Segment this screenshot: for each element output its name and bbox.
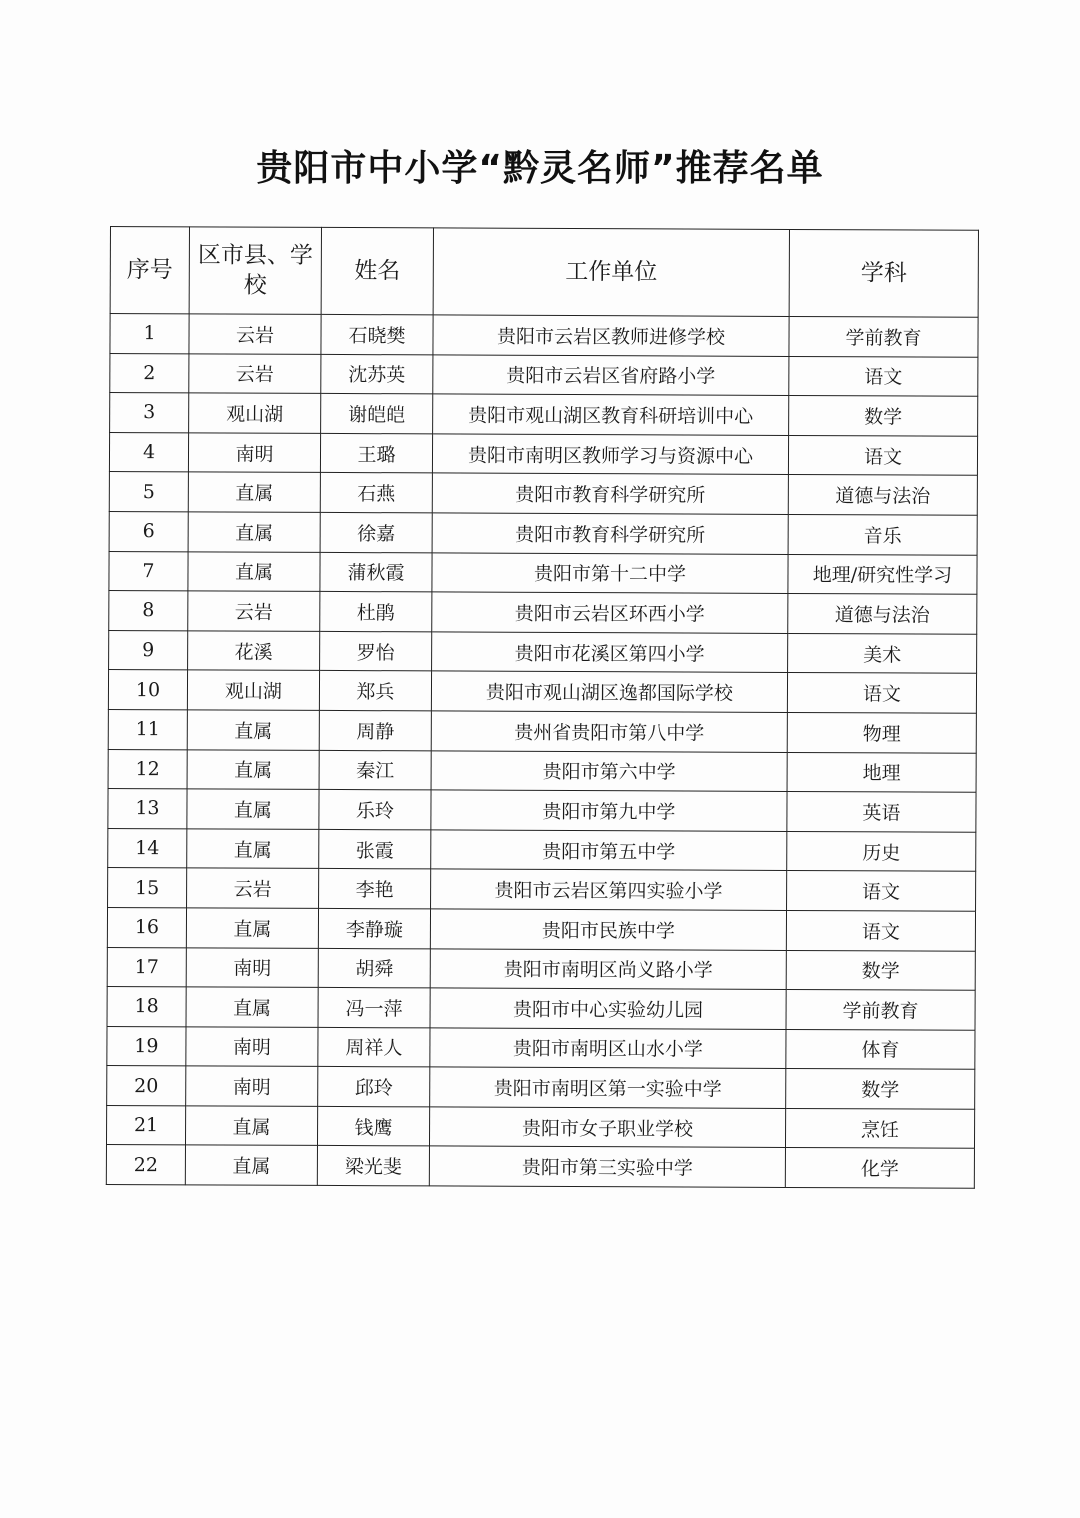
cell-name: 罗怡 [320, 631, 432, 671]
cell-name: 周祥人 [318, 1027, 430, 1067]
table-row [109, 432, 977, 475]
cell-subject: 烹饪 [785, 1108, 974, 1148]
table-row [108, 828, 976, 871]
table-header-row [110, 227, 978, 318]
cell-district: 直属 [188, 472, 320, 512]
cell-unit: 贵阳市第十二中学 [432, 552, 788, 593]
cell-name: 冯一萍 [318, 988, 430, 1028]
cell-unit: 贵阳市观山湖区逸都国际学校 [431, 671, 787, 712]
cell-subject: 语文 [786, 910, 975, 950]
table-row [107, 947, 975, 990]
table-row [107, 1026, 975, 1069]
cell-district: 直属 [187, 710, 319, 750]
teacher-roster-table [106, 226, 979, 1189]
cell-name: 周静 [319, 710, 431, 750]
table-row [109, 472, 977, 515]
table-row [108, 749, 976, 792]
cell-subject: 语文 [789, 356, 978, 396]
cell-name: 石晓樊 [321, 314, 433, 354]
cell-seq: 15 [108, 868, 187, 908]
cell-subject: 语文 [787, 673, 976, 713]
cell-subject: 地理 [787, 752, 976, 792]
table-row [109, 591, 977, 634]
cell-subject: 音乐 [788, 514, 977, 554]
cell-unit: 贵阳市第六中学 [431, 750, 787, 791]
table-row [109, 551, 977, 594]
cell-name: 杜鹃 [320, 592, 432, 632]
table-body [106, 314, 978, 1189]
cell-subject: 英语 [787, 792, 976, 832]
cell-district: 直属 [188, 551, 320, 591]
header-subject: 学科 [789, 229, 978, 317]
table-row [110, 353, 978, 396]
table-row [108, 709, 976, 752]
cell-seq: 9 [109, 630, 188, 670]
cell-subject: 体育 [786, 1029, 975, 1069]
cell-unit: 贵阳市南明区尚义路小学 [430, 948, 786, 989]
cell-name: 张霞 [319, 829, 431, 869]
cell-seq: 4 [109, 432, 188, 472]
cell-subject: 道德与法治 [788, 475, 977, 515]
cell-name: 石燕 [320, 473, 432, 513]
cell-district: 直属 [187, 789, 319, 829]
table-row [109, 511, 977, 554]
cell-name: 李静璇 [318, 908, 430, 948]
cell-seq: 7 [109, 551, 188, 591]
cell-subject: 学前教育 [789, 316, 978, 356]
table-row [106, 1145, 974, 1188]
table-row [108, 670, 976, 713]
cell-subject: 语文 [788, 435, 977, 475]
cell-district: 直属 [187, 829, 319, 869]
cell-unit: 贵阳市教育科学研究所 [432, 473, 788, 514]
cell-subject: 物理 [787, 712, 976, 752]
cell-subject: 数学 [786, 1069, 975, 1109]
cell-district: 观山湖 [187, 670, 319, 710]
cell-unit: 贵阳市第五中学 [431, 830, 787, 871]
cell-unit: 贵阳市民族中学 [430, 909, 786, 950]
cell-unit: 贵阳市中心实验幼儿园 [430, 988, 786, 1029]
table-row [108, 868, 976, 911]
cell-district: 直属 [188, 512, 320, 552]
cell-seq: 14 [108, 828, 187, 868]
cell-seq: 21 [106, 1105, 185, 1145]
cell-district: 直属 [185, 1145, 317, 1185]
table-row [110, 314, 978, 357]
cell-seq: 12 [108, 749, 187, 789]
cell-unit: 贵阳市云岩区环西小学 [432, 592, 788, 633]
cell-seq: 10 [108, 670, 187, 710]
table-row [107, 907, 975, 950]
cell-name: 蒲秋霞 [320, 552, 432, 592]
cell-district: 南明 [186, 947, 318, 987]
cell-unit: 贵阳市云岩区第四实验小学 [431, 869, 787, 910]
cell-district: 南明 [186, 1066, 318, 1106]
table-row [107, 1066, 975, 1109]
cell-unit: 贵州省贵阳市第八中学 [431, 711, 787, 752]
cell-name: 胡舜 [318, 948, 430, 988]
cell-district: 云岩 [189, 353, 321, 393]
cell-subject: 化学 [785, 1148, 974, 1188]
header-district: 区市县、学校 [189, 227, 321, 315]
header-unit: 工作单位 [433, 228, 789, 317]
header-name: 姓名 [321, 227, 433, 314]
header-seq: 序号 [110, 227, 189, 314]
cell-seq: 13 [108, 789, 187, 829]
table-row [107, 987, 975, 1030]
cell-district: 直属 [185, 1106, 317, 1146]
cell-district: 云岩 [187, 868, 319, 908]
cell-seq: 17 [107, 947, 186, 987]
cell-name: 秦江 [319, 750, 431, 790]
cell-seq: 6 [109, 511, 188, 551]
cell-district: 云岩 [189, 314, 321, 354]
cell-unit: 贵阳市云岩区教师进修学校 [433, 315, 789, 356]
cell-seq: 16 [107, 907, 186, 947]
table-row [110, 393, 978, 436]
cell-seq: 5 [109, 472, 188, 512]
cell-subject: 道德与法治 [788, 594, 977, 634]
cell-name: 王璐 [320, 433, 432, 473]
cell-name: 乐玲 [319, 790, 431, 830]
cell-district: 云岩 [188, 591, 320, 631]
cell-unit: 贵阳市女子职业学校 [429, 1107, 785, 1148]
cell-seq: 11 [108, 709, 187, 749]
cell-seq: 19 [107, 1026, 186, 1066]
page-title: 贵阳市中小学“黔灵名师”推荐名单 [256, 148, 824, 189]
cell-name: 徐嘉 [320, 512, 432, 552]
cell-name: 钱鹰 [317, 1106, 429, 1146]
cell-name: 梁光斐 [317, 1146, 429, 1186]
cell-unit: 贵阳市观山湖区教育科研培训中心 [433, 394, 789, 435]
cell-seq: 22 [106, 1145, 185, 1185]
cell-district: 直属 [186, 987, 318, 1027]
cell-unit: 贵阳市南明区教师学习与资源中心 [432, 434, 788, 475]
cell-seq: 3 [110, 393, 189, 433]
cell-subject: 美术 [788, 633, 977, 673]
cell-seq: 8 [109, 591, 188, 631]
cell-unit: 贵阳市教育科学研究所 [432, 513, 788, 554]
cell-name: 邱玲 [318, 1067, 430, 1107]
table-row [108, 789, 976, 832]
cell-seq: 18 [107, 987, 186, 1027]
cell-seq: 2 [110, 353, 189, 393]
cell-district: 南明 [188, 433, 320, 473]
cell-district: 南明 [186, 1027, 318, 1067]
table-row [106, 1105, 974, 1148]
cell-district: 直属 [186, 908, 318, 948]
cell-name: 李艳 [319, 869, 431, 909]
cell-unit: 贵阳市云岩区省府路小学 [433, 355, 789, 396]
cell-name: 谢皑皑 [321, 394, 433, 434]
cell-unit: 贵阳市第三实验中学 [429, 1146, 785, 1187]
cell-subject: 语文 [787, 871, 976, 911]
cell-subject: 地理/研究性学习 [788, 554, 977, 594]
cell-district: 直属 [187, 749, 319, 789]
cell-unit: 贵阳市南明区第一实验中学 [430, 1067, 786, 1108]
cell-subject: 数学 [786, 950, 975, 990]
cell-unit: 贵阳市第九中学 [431, 790, 787, 831]
cell-unit: 贵阳市花溪区第四小学 [432, 632, 788, 673]
cell-subject: 学前教育 [786, 990, 975, 1030]
cell-subject: 数学 [789, 396, 978, 436]
cell-district: 花溪 [188, 631, 320, 671]
cell-subject: 历史 [787, 831, 976, 871]
cell-district: 观山湖 [189, 393, 321, 433]
cell-seq: 20 [107, 1066, 186, 1106]
cell-name: 郑兵 [319, 671, 431, 711]
cell-name: 沈苏英 [321, 354, 433, 394]
table-row [109, 630, 977, 673]
cell-unit: 贵阳市南明区山水小学 [430, 1028, 786, 1069]
cell-seq: 1 [110, 314, 189, 354]
